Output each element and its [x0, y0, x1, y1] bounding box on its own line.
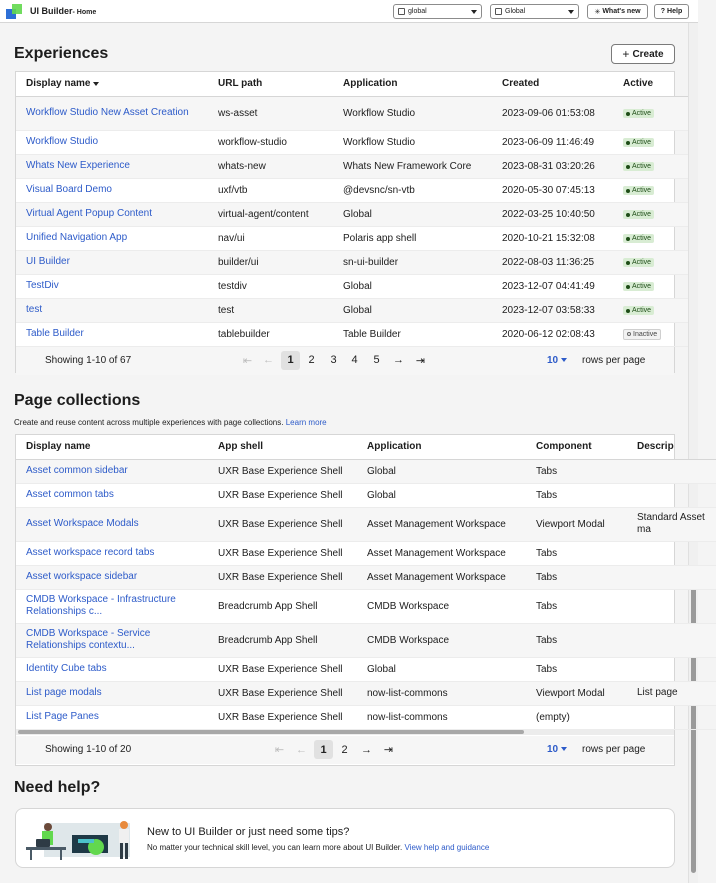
app-title-text: UI Builder: [30, 6, 73, 16]
last-page-icon[interactable]: ⇥: [415, 354, 426, 367]
next-page-icon[interactable]: →: [361, 743, 372, 756]
ui-builder-logo-icon: [6, 4, 22, 19]
status-cell: [613, 202, 688, 226]
last-page-icon[interactable]: ⇥: [383, 744, 394, 756]
url-path-cell: whats-new: [208, 154, 333, 178]
help-icon: ?: [660, 8, 666, 15]
need-help-title: Need help?: [14, 779, 101, 796]
first-page-icon[interactable]: ⇤: [274, 744, 285, 756]
help-card-text: [147, 843, 489, 852]
page-collections-title: Page collections: [14, 392, 141, 409]
url-path-cell: virtual-agent/content: [208, 202, 333, 226]
experience-name-cell: [16, 298, 208, 322]
created-cell: 2023-06-09 11:46:49: [492, 130, 613, 154]
experience-name-cell: [16, 274, 208, 298]
create-label: Create: [632, 48, 664, 60]
application-cell: Global: [357, 459, 526, 483]
sort-descending-icon: [93, 82, 99, 86]
description-cell: [627, 541, 716, 565]
plus-icon: +: [622, 47, 630, 61]
table-row: [16, 681, 716, 705]
application-cell: now-list-commons: [357, 705, 526, 729]
experience-name-link[interactable]: TestDiv: [26, 280, 59, 291]
created-cell: 2023-09-06 01:53:08: [492, 96, 613, 130]
app-shell-cell: UXR Base Experience Shell: [208, 705, 357, 729]
experience-name-link[interactable]: Workflow Studio New Asset Creation: [26, 107, 189, 118]
collections-showing-count: Showing 1-10 of 20: [45, 744, 132, 755]
created-cell: 2020-05-30 07:45:13: [492, 178, 613, 202]
description-cell: [627, 623, 716, 657]
status-dot-icon: [626, 261, 630, 265]
collection-name-link[interactable]: Asset workspace record tabs: [26, 547, 155, 558]
status-badge: [623, 329, 661, 340]
status-dot-icon: [627, 332, 631, 336]
description-text: Create and reuse content across multiple experiences with page collections.: [14, 418, 284, 427]
component-cell: Tabs: [526, 589, 627, 623]
column-header-url-path[interactable]: URL path: [208, 72, 333, 96]
status-cell: [613, 298, 688, 322]
table-row: [16, 250, 688, 274]
experience-name-link[interactable]: UI Builder: [26, 256, 70, 267]
page-1-button[interactable]: 1: [314, 740, 333, 759]
application-cell: Workflow Studio: [333, 96, 492, 130]
experiences-showing-count: Showing 1-10 of 67: [45, 354, 132, 366]
status-cell: [613, 250, 688, 274]
table-row: [16, 130, 688, 154]
description-cell: List page: [627, 681, 716, 705]
application-icon: [495, 8, 502, 15]
column-header-display-name[interactable]: Display name: [16, 435, 208, 459]
collection-name-cell: [16, 541, 208, 565]
table-row: [16, 322, 688, 346]
status-cell: [613, 274, 688, 298]
scope-select[interactable]: [393, 4, 482, 19]
table-row: [16, 623, 716, 657]
experiences-table: [16, 72, 688, 347]
created-cell: 2020-10-21 15:32:08: [492, 226, 613, 250]
status-dot-icon: [626, 141, 630, 145]
app-shell-cell: UXR Base Experience Shell: [208, 541, 357, 565]
status-cell: [613, 178, 688, 202]
created-cell: 2022-08-03 11:36:25: [492, 250, 613, 274]
help-label: Help: [667, 8, 683, 15]
experience-name-link[interactable]: Unified Navigation App: [26, 232, 128, 243]
status-label: Active: [632, 259, 652, 266]
application-cell: Whats New Framework Core: [333, 154, 492, 178]
status-dot-icon: [626, 237, 630, 241]
collection-name-cell: [16, 565, 208, 589]
table-row: [16, 483, 716, 507]
collection-name-link[interactable]: Asset workspace sidebar: [26, 571, 138, 582]
url-path-cell: testdiv: [208, 274, 333, 298]
page-2-button[interactable]: 2: [308, 354, 315, 366]
status-label: Active: [632, 110, 652, 117]
table-row: [16, 705, 716, 729]
rows-per-page-label: rows per page: [582, 744, 646, 755]
help-illustration-icon: [24, 817, 134, 861]
page-3-button[interactable]: 3: [330, 354, 337, 366]
status-dot-icon: [626, 213, 630, 217]
rows-per-page-label: rows per page: [582, 354, 646, 366]
collection-name-cell: [16, 507, 208, 541]
collection-name-cell: [16, 623, 208, 657]
table-row: [16, 202, 688, 226]
whats-new-button[interactable]: [587, 4, 648, 19]
rows-per-page-select[interactable]: 10: [547, 744, 567, 755]
collection-name-link[interactable]: Identity Cube tabs: [26, 663, 107, 674]
collection-name-cell: [16, 657, 208, 681]
url-path-cell: ws-asset: [208, 96, 333, 130]
status-badge: [623, 109, 654, 118]
application-select[interactable]: [490, 4, 579, 19]
column-header-application[interactable]: Application: [357, 435, 526, 459]
page-5-button[interactable]: 5: [373, 354, 380, 366]
status-cell: [613, 130, 688, 154]
app-shell-cell: UXR Base Experience Shell: [208, 459, 357, 483]
table-row: [16, 657, 716, 681]
page-4-button[interactable]: 4: [351, 354, 358, 366]
app-shell-cell: UXR Base Experience Shell: [208, 507, 357, 541]
status-dot-icon: [626, 189, 630, 193]
experience-name-link[interactable]: Workflow Studio: [26, 136, 99, 147]
component-cell: (empty): [526, 705, 627, 729]
status-label: Active: [632, 163, 652, 170]
experiences-title: Experiences: [14, 45, 109, 62]
status-badge: [623, 210, 654, 219]
scope-select-value: global: [408, 8, 427, 15]
collection-name-link[interactable]: Asset Workspace Modals: [26, 518, 139, 529]
description-cell: Standard Asset ma: [627, 507, 716, 541]
application-cell: Global: [357, 657, 526, 681]
application-cell: Workflow Studio: [333, 130, 492, 154]
collection-name-link[interactable]: List Page Panes: [26, 711, 99, 722]
experience-name-link[interactable]: Visual Board Demo: [26, 184, 112, 195]
collection-name-cell: [16, 681, 208, 705]
status-dot-icon: [626, 285, 630, 289]
application-cell: @devsnc/sn-vtb: [333, 178, 492, 202]
collection-name-cell: [16, 705, 208, 729]
application-cell: CMDB Workspace: [357, 589, 526, 623]
whats-new-label: What's new: [602, 8, 641, 15]
application-cell: Global: [333, 298, 492, 322]
url-path-cell: nav/ui: [208, 226, 333, 250]
experience-name-cell: [16, 154, 208, 178]
collection-name-link[interactable]: CMDB Workspace - Infrastructure Relationships c...: [26, 594, 176, 617]
description-cell: [627, 657, 716, 681]
created-cell: 2023-08-31 03:20:26: [492, 154, 613, 178]
url-path-cell: workflow-studio: [208, 130, 333, 154]
component-cell: Viewport Modal: [526, 507, 627, 541]
top-bar: [0, 0, 698, 23]
component-cell: Tabs: [526, 565, 627, 589]
status-label: Active: [632, 211, 652, 218]
status-badge: [623, 258, 654, 267]
application-cell: sn-ui-builder: [333, 250, 492, 274]
rows-per-page-select[interactable]: 10: [547, 355, 567, 366]
table-row: [16, 589, 716, 623]
created-cell: 2023-12-07 03:58:33: [492, 298, 613, 322]
table-row: [16, 298, 688, 322]
table-row: [16, 96, 688, 130]
status-cell: [613, 154, 688, 178]
application-cell: Global: [333, 202, 492, 226]
table-row: [16, 226, 688, 250]
page-collections-pagination: [16, 736, 674, 764]
status-label: Active: [632, 187, 652, 194]
chevron-down-icon: [561, 358, 567, 362]
status-badge: [623, 138, 654, 147]
column-header-app-shell[interactable]: App shell: [208, 435, 357, 459]
next-page-icon[interactable]: →: [393, 354, 404, 366]
help-card-heading: New to UI Builder or just need some tips?: [147, 826, 350, 838]
table-row: [16, 565, 716, 589]
app-shell-cell: UXR Base Experience Shell: [208, 657, 357, 681]
app-shell-cell: Breadcrumb App Shell: [208, 589, 357, 623]
status-dot-icon: [626, 309, 630, 313]
table-row: [16, 274, 688, 298]
url-path-cell: tablebuilder: [208, 322, 333, 346]
application-cell: Asset Management Workspace: [357, 541, 526, 565]
experience-name-cell: [16, 322, 208, 346]
component-cell: Tabs: [526, 459, 627, 483]
collection-name-cell: [16, 589, 208, 623]
app-subtitle: - Home: [72, 9, 97, 16]
created-cell: 2022-03-25 10:40:50: [492, 202, 613, 226]
scope-icon: [398, 8, 405, 15]
app-shell-cell: UXR Base Experience Shell: [208, 681, 357, 705]
application-cell: Table Builder: [333, 322, 492, 346]
description-cell: [627, 483, 716, 507]
experience-name-link[interactable]: Whats New Experience: [26, 160, 130, 171]
experiences-table-card: [15, 71, 675, 373]
create-button[interactable]: [611, 44, 675, 64]
application-cell: CMDB Workspace: [357, 623, 526, 657]
experience-name-link[interactable]: Virtual Agent Popup Content: [26, 208, 153, 219]
chevron-down-icon: [471, 10, 477, 14]
chevron-down-icon: [561, 747, 567, 751]
help-card-body: No matter your technical skill level, you can learn more about UI Builder.: [147, 843, 403, 852]
learn-more-link[interactable]: Learn more: [285, 418, 327, 427]
experience-name-cell: [16, 250, 208, 274]
status-label: Active: [632, 235, 652, 242]
table-row: [16, 178, 688, 202]
page-collections-description: [14, 418, 327, 427]
experience-name-cell: [16, 130, 208, 154]
application-cell: Global: [357, 483, 526, 507]
application-cell: Asset Management Workspace: [357, 565, 526, 589]
help-card: [15, 808, 675, 868]
collection-name-cell: [16, 459, 208, 483]
status-badge: [623, 186, 654, 195]
application-cell: Asset Management Workspace: [357, 507, 526, 541]
component-cell: Tabs: [526, 483, 627, 507]
url-path-cell: uxf/vtb: [208, 178, 333, 202]
table-row: [16, 507, 716, 541]
collection-name-link[interactable]: List page modals: [26, 687, 102, 698]
description-cell: [627, 705, 716, 729]
horizontal-scrollbar-thumb[interactable]: [18, 730, 524, 734]
sparkle-icon: ✳: [594, 8, 601, 16]
app-title: [30, 6, 96, 16]
status-cell: [613, 96, 688, 130]
column-header-created[interactable]: Created: [492, 72, 613, 96]
column-header-description[interactable]: Descrip: [627, 435, 716, 459]
page-collections-table-card: [15, 434, 705, 766]
description-cell: [627, 565, 716, 589]
application-select-value: Global: [505, 8, 526, 15]
status-badge: [623, 234, 654, 243]
previous-page-icon[interactable]: ←: [296, 743, 307, 756]
previous-page-icon[interactable]: ←: [263, 354, 274, 366]
page-1-button[interactable]: 1: [281, 351, 300, 370]
page-collections-table: [16, 435, 716, 730]
status-label: Active: [632, 139, 652, 146]
url-path-cell: test: [208, 298, 333, 322]
column-header-display-name[interactable]: Display name: [16, 72, 208, 96]
created-cell: 2023-12-07 04:41:49: [492, 274, 613, 298]
app-shell-cell: UXR Base Experience Shell: [208, 483, 357, 507]
app-shell-cell: Breadcrumb App Shell: [208, 623, 357, 657]
status-badge: [623, 306, 654, 315]
status-cell: [613, 226, 688, 250]
table-row: [16, 459, 716, 483]
experience-name-cell: [16, 202, 208, 226]
collection-name-link[interactable]: Asset common sidebar: [26, 465, 128, 476]
status-badge: [623, 282, 654, 291]
experience-name-cell: [16, 96, 208, 130]
created-cell: 2020-06-12 02:08:43: [492, 322, 613, 346]
url-path-cell: builder/ui: [208, 250, 333, 274]
first-page-icon[interactable]: ⇤: [242, 354, 253, 367]
status-dot-icon: [626, 112, 630, 116]
horizontal-scrollbar[interactable]: [16, 729, 674, 735]
collection-name-cell: [16, 483, 208, 507]
table-row: [16, 541, 716, 565]
experience-name-cell: [16, 178, 208, 202]
column-header-application[interactable]: Application: [333, 72, 492, 96]
status-label: Active: [632, 307, 652, 314]
description-cell: [627, 589, 716, 623]
help-button[interactable]: [654, 4, 689, 19]
chevron-down-icon: [568, 10, 574, 14]
application-cell: now-list-commons: [357, 681, 526, 705]
app-shell-cell: UXR Base Experience Shell: [208, 565, 357, 589]
column-header-active[interactable]: Active: [613, 72, 688, 96]
status-label: Active: [632, 283, 652, 290]
component-cell: Viewport Modal: [526, 681, 627, 705]
status-badge: [623, 162, 654, 171]
collection-name-link[interactable]: Asset common tabs: [26, 489, 114, 500]
page-2-button[interactable]: 2: [341, 743, 348, 756]
status-label: Inactive: [633, 330, 658, 338]
view-help-link[interactable]: View help and guidance: [404, 843, 490, 852]
application-cell: Polaris app shell: [333, 226, 492, 250]
status-dot-icon: [626, 165, 630, 169]
experiences-pagination: [16, 347, 674, 375]
experience-name-link[interactable]: test: [26, 304, 43, 315]
component-cell: Tabs: [526, 623, 627, 657]
status-cell: [613, 322, 688, 346]
application-cell: Global: [333, 274, 492, 298]
description-cell: [627, 459, 716, 483]
experience-name-cell: [16, 226, 208, 250]
table-row: [16, 154, 688, 178]
experience-name-link[interactable]: Table Builder: [26, 328, 84, 339]
component-cell: Tabs: [526, 541, 627, 565]
column-header-component[interactable]: Component: [526, 435, 627, 459]
component-cell: Tabs: [526, 657, 627, 681]
collection-name-link[interactable]: CMDB Workspace - Service Relationships contextu...: [26, 628, 151, 651]
